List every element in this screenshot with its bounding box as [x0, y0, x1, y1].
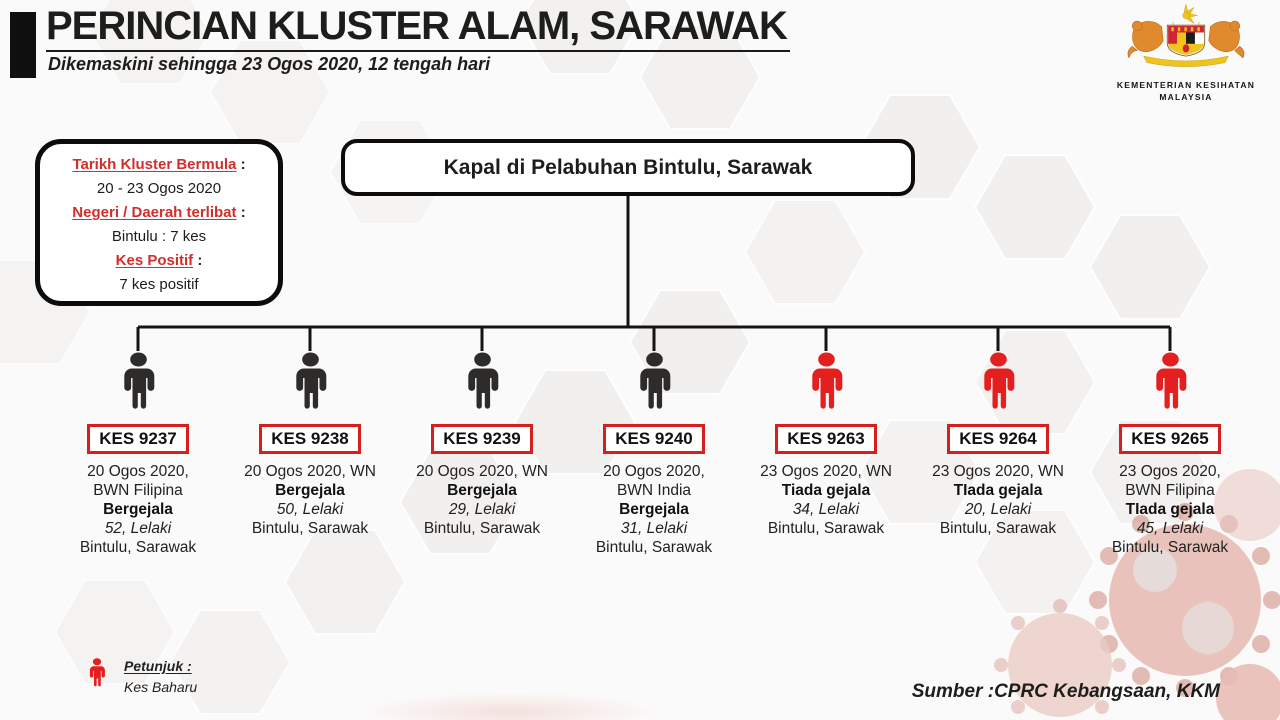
page-subtitle: Dikemaskini sehingga 23 Ogos 2020, 12 tengah hari — [48, 54, 491, 74]
case-column-9238 — [224, 352, 396, 557]
case-age-gender: 31, Lelaki — [620, 520, 688, 537]
case-age-gender: 45, Lelaki — [1136, 520, 1204, 537]
case-id-badge: KES 9237 — [87, 424, 189, 454]
case-id-badge: KES 9264 — [947, 424, 1049, 454]
case-age-gender: 50, Lelaki — [276, 501, 344, 518]
cluster-source-node: Kapal di Pelabuhan Bintulu, Sarawak — [341, 139, 915, 196]
ministry-name-line1: KEMENTERIAN KESIHATAN — [1116, 80, 1256, 90]
ministry-logo — [1106, 4, 1266, 103]
case-symptom-status: Bergejala — [447, 482, 517, 499]
case-location: Bintulu, Sarawak — [939, 520, 1057, 537]
case-symptom-status: Tiada gejala — [781, 482, 871, 499]
case-id-badge: KES 9265 — [1119, 424, 1221, 454]
case-symptom-status: TIada gejala — [953, 482, 1043, 499]
bottom-watermark-tint — [360, 692, 660, 720]
case-location: Bintulu, Sarawak — [251, 520, 369, 537]
case-date: 20 Ogos 2020, WN — [244, 463, 376, 480]
cluster-info-box — [35, 139, 283, 306]
legend-new-case-label: Kes Baharu — [124, 679, 198, 695]
person-icon — [976, 352, 1021, 410]
info-value-positive-cases: 7 kes positif — [119, 276, 199, 293]
coat-of-arms-icon — [1110, 4, 1262, 74]
legend — [86, 658, 197, 695]
case-date: 20 Ogos 2020, — [87, 463, 189, 480]
case-symptom-status: Bergejala — [619, 501, 689, 518]
case-details — [568, 462, 740, 557]
case-nationality: BWN India — [616, 482, 692, 499]
info-label-start-date: Tarikh Kluster Bermula : — [72, 156, 246, 173]
case-id-badge: KES 9240 — [603, 424, 705, 454]
page-title: PERINCIAN KLUSTER ALAM, SARAWAK — [46, 4, 787, 48]
case-details — [52, 462, 224, 557]
case-id-badge: KES 9239 — [431, 424, 533, 454]
person-icon — [288, 352, 333, 410]
case-column-9265 — [1084, 352, 1256, 557]
cases-row — [52, 352, 1256, 557]
case-date: 23 Ogos 2020, WN — [932, 463, 1064, 480]
case-date: 20 Ogos 2020, WN — [416, 463, 548, 480]
info-value-start-date: 20 - 23 Ogos 2020 — [96, 180, 222, 197]
legend-text — [124, 658, 197, 695]
case-location: Bintulu, Sarawak — [79, 539, 197, 556]
case-details — [396, 462, 568, 538]
source-attribution: Sumber :CPRC Kebangsaan, KKM — [911, 681, 1220, 702]
legend-title: Petunjuk : — [124, 658, 192, 674]
case-column-9240 — [568, 352, 740, 557]
case-id-badge: KES 9263 — [775, 424, 877, 454]
case-date: 23 Ogos 2020, WN — [760, 463, 892, 480]
info-label-positive-cases: Kes Positif : — [115, 252, 203, 269]
case-symptom-status: Bergejala — [103, 501, 173, 518]
case-date: 20 Ogos 2020, — [603, 463, 705, 480]
person-icon — [632, 352, 677, 410]
case-id-badge: KES 9238 — [259, 424, 361, 454]
title-underline — [46, 50, 790, 52]
case-age-gender: 29, Lelaki — [448, 501, 516, 518]
person-icon — [460, 352, 505, 410]
case-nationality: BWN Filipina — [93, 482, 183, 499]
case-age-gender: 52, Lelaki — [104, 520, 172, 537]
case-date: 23 Ogos 2020, — [1119, 463, 1221, 480]
title-accent-bar — [10, 12, 36, 78]
case-symptom-status: TIada gejala — [1125, 501, 1215, 518]
case-details — [1084, 462, 1256, 557]
info-value-districts: Bintulu : 7 kes — [111, 228, 207, 245]
case-age-gender: 20, Lelaki — [964, 501, 1032, 518]
person-icon — [804, 352, 849, 410]
case-location: Bintulu, Sarawak — [595, 539, 713, 556]
case-location: Bintulu, Sarawak — [423, 520, 541, 537]
case-details — [912, 462, 1084, 538]
case-column-9264 — [912, 352, 1084, 557]
case-nationality: BWN Filipina — [1125, 482, 1215, 499]
case-age-gender: 34, Lelaki — [792, 501, 860, 518]
case-column-9263 — [740, 352, 912, 557]
info-label-districts: Negeri / Daerah terlibat : — [72, 204, 246, 221]
person-icon — [1148, 352, 1193, 410]
case-symptom-status: Bergejala — [275, 482, 345, 499]
case-column-9237 — [52, 352, 224, 557]
case-details — [224, 462, 396, 538]
case-details — [740, 462, 912, 538]
ministry-name-line2: MALAYSIA — [1159, 92, 1213, 102]
person-icon — [116, 352, 161, 410]
new-case-person-icon — [86, 658, 108, 687]
case-column-9239 — [396, 352, 568, 557]
case-location: Bintulu, Sarawak — [1111, 539, 1229, 556]
case-location: Bintulu, Sarawak — [767, 520, 885, 537]
